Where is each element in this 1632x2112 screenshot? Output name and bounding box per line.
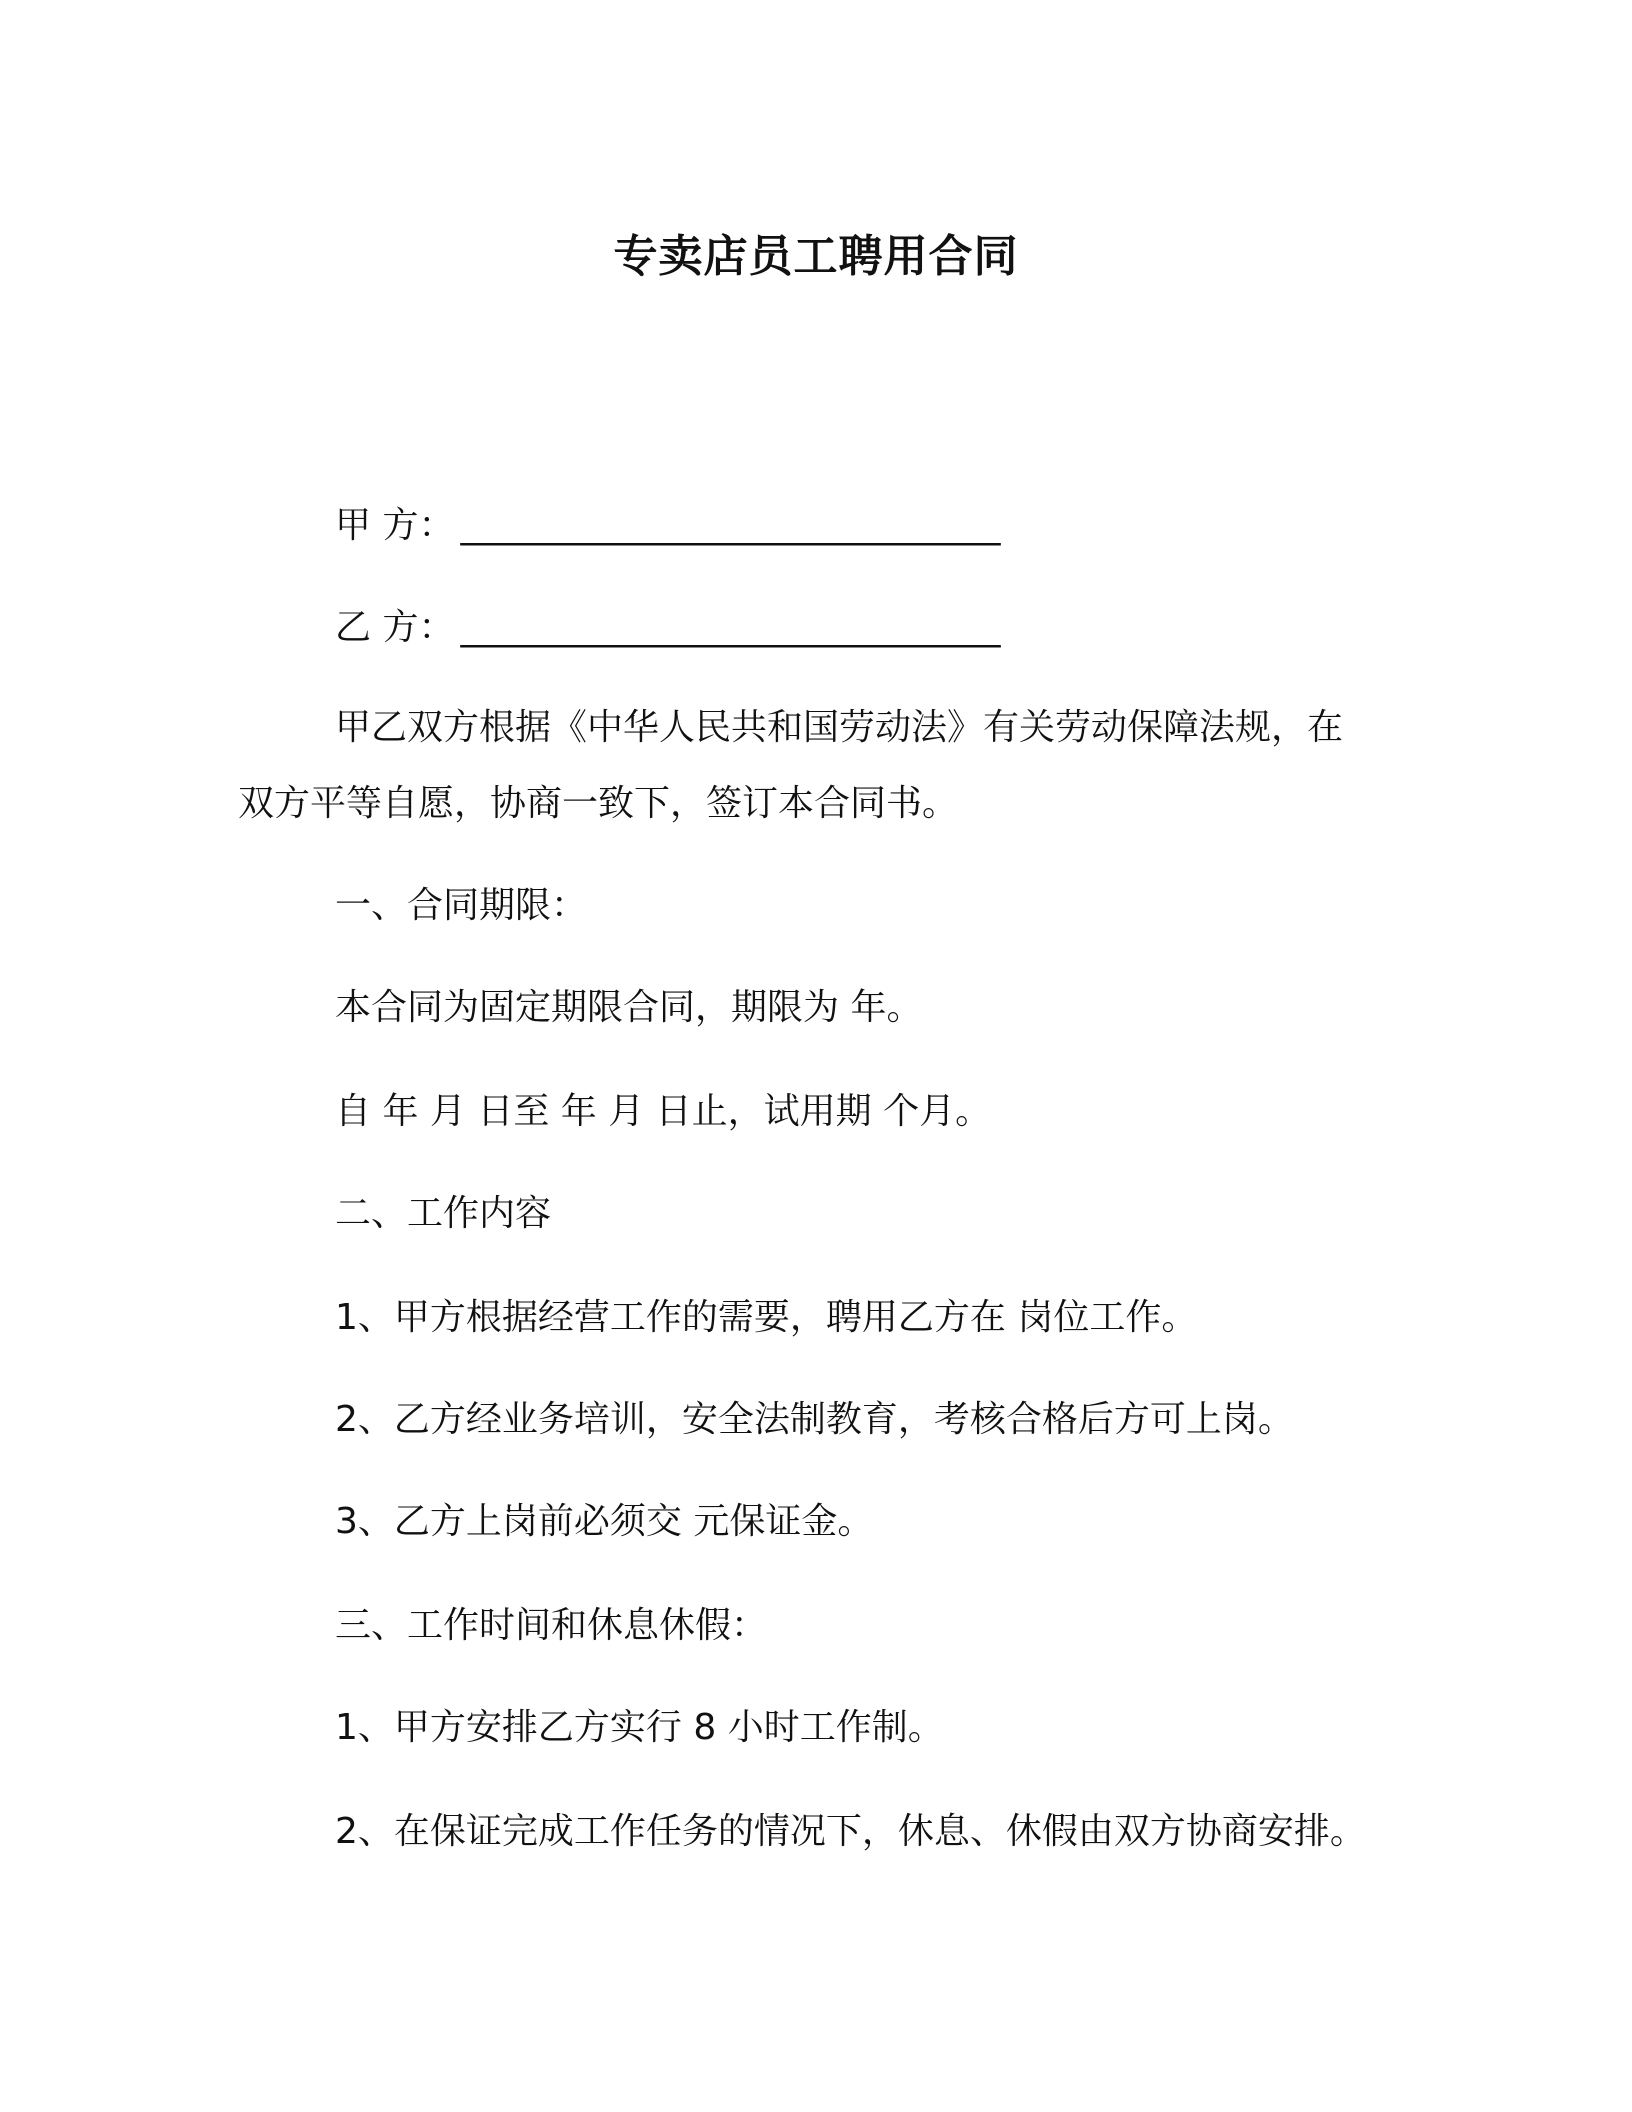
party-a-label: 甲 方： — [335, 505, 455, 546]
preamble-line-1: 甲乙双方根据《中华人民共和国劳动法》有关劳动保障法规，在 — [335, 707, 1344, 748]
section-heading-work: 二、工作内容 — [335, 1193, 552, 1234]
section-heading-term: 一、合同期限： — [335, 885, 588, 926]
work-item-1: 1、甲方根据经营工作的需要，聘用乙方在 岗位工作。 — [335, 1297, 1198, 1338]
hours-item-1: 1、甲方安排乙方实行 8 小时工作制。 — [335, 1707, 944, 1748]
term-item-1: 本合同为固定期限合同，期限为 年。 — [335, 987, 923, 1028]
work-item-3: 3、乙方上岗前必须交 元保证金。 — [335, 1501, 874, 1542]
party-a-blank: ______________________________ — [460, 505, 1001, 546]
document-title: 专卖店员工聘用合同 — [613, 231, 1019, 282]
hours-item-2: 2、在保证完成工作任务的情况下，休息、休假由双方协商安排。 — [335, 1811, 1366, 1852]
party-a-line — [335, 502, 1000, 550]
preamble-line-2: 双方平等自愿，协商一致下，签订本合同书。 — [238, 783, 959, 824]
party-b-label: 乙 方： — [335, 607, 455, 648]
party-b-line — [335, 604, 1000, 652]
term-item-2: 自 年 月 日至 年 月 日止，试用期 个月。 — [335, 1091, 992, 1132]
section-heading-hours: 三、工作时间和休息休假： — [335, 1605, 768, 1646]
party-b-blank: ______________________________ — [460, 607, 1001, 648]
work-item-2: 2、乙方经业务培训，安全法制教育，考核合格后方可上岗。 — [335, 1399, 1294, 1440]
